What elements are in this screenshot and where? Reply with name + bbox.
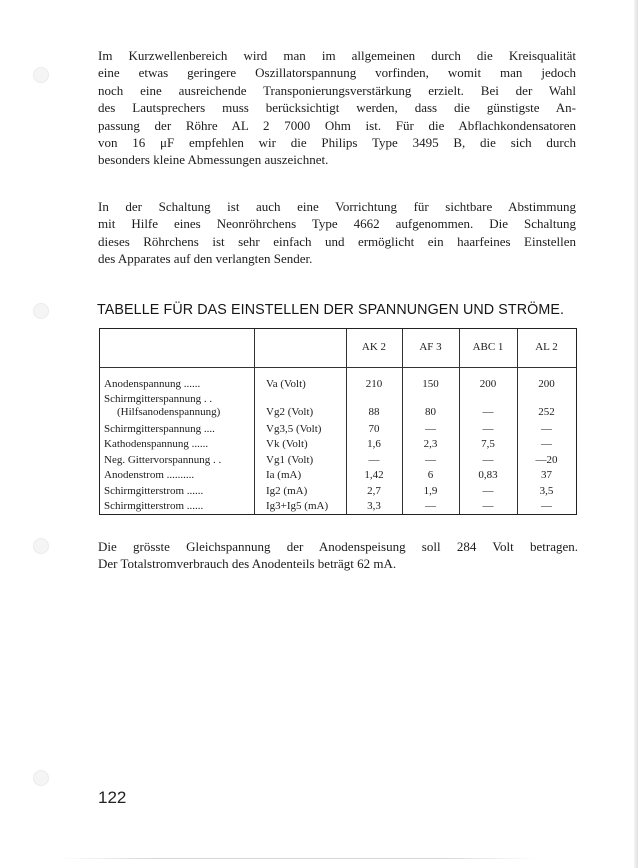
symbol-cell: Ia (mA) [266,469,302,481]
punch-hole [33,770,49,786]
text-line: besonders kleine Abmessungen auszeichnet. [98,152,329,168]
text-line: von 16 μF empfehlen wir die Philips Type 3495 B, die sich durch [98,135,576,151]
value-cell: — [482,500,494,512]
value-cell: — [482,485,494,497]
symbol-cell: Vg2 (Volt) [266,406,314,418]
column-header: AL 2 [535,341,558,353]
value-cell: 210 [365,378,383,390]
value-cell: — [541,500,552,512]
punch-hole [33,67,49,83]
row-label: (Hilfsanodenspannung) [117,406,221,418]
row-label: Schirmgitterstrom ...... [104,485,204,497]
value-cell: 70 [368,423,380,435]
text-line: Die grösste Gleichspannung der Anodenspeisung soll 284 Volt betragen. [98,539,578,554]
symbol-cell: Vk (Volt) [266,438,308,450]
value-cell: 7,5 [481,438,495,450]
symbol-cell: Ig2 (mA) [266,485,308,497]
value-cell: 1,6 [367,438,381,450]
text-line: des Lautsprechers muss berücksichtigt werden, dass die günstigste An- [98,100,576,116]
punch-hole [33,538,49,554]
value-cell: 3,3 [367,500,381,512]
text-line: Der Totalstromverbrauch des Anodenteils beträgt 62 mA. [98,556,397,572]
value-cell: 1,42 [364,469,384,481]
value-cell: 200 [538,378,555,390]
value-cell: 6 [427,469,434,481]
value-cell: — [368,454,380,466]
value-cell: 2,7 [367,485,381,497]
row-label: Schirmgitterstrom ...... [104,500,204,512]
symbol-cell: Va (Volt) [266,378,306,390]
value-cell: 0,83 [478,469,498,481]
text-line: passung der Röhre AL 2 7000 Ohm ist. Für die Abflachkondensatoren [98,117,576,133]
value-cell: 88 [368,406,380,418]
text-line: noch eine ausreichende Transponierungsverstärkung erzielt. Bei der Wahl [98,82,576,98]
value-cell: — [541,423,552,435]
value-cell: 150 [422,378,439,390]
value-cell: — [482,454,494,466]
text-line: In der Schaltung ist auch eine Vorrichtung für sichtbare Abstimmung [98,199,576,214]
text-line: dieses Röhrchens ist sehr einfach und ermöglicht ein haarfeines Einstellen [98,233,576,249]
value-cell: — [425,500,436,512]
table-heading: TABELLE FÜR DAS EINSTELLEN DER SPANNUNGEN UND STRÖME. [97,302,565,318]
column-header: ABC 1 [472,341,504,353]
symbol-cell: Vg3,5 (Volt) [266,423,322,435]
value-cell: 200 [479,378,497,390]
page-number: 122 [98,788,127,807]
row-label: Anodenstrom .......... [104,469,195,481]
value-cell: 80 [425,406,436,418]
value-cell: —20 [535,454,558,466]
row-label: Neg. Gittervorspannung . . [104,454,222,466]
row-label: Anodenspannung ...... [104,378,201,390]
text-line: eine etwas geringere Oszillatorspannung vorfinden, womit man jedoch [98,65,576,81]
value-cell: — [482,423,494,435]
value-cell: — [425,423,436,435]
row-label: Schirmgitterspannung . . [104,393,213,405]
page-bottom-edge [60,858,538,859]
voltage-current-table [99,328,577,515]
value-cell: — [482,406,494,418]
value-cell: — [541,438,552,450]
paragraph-anode-supply [98,538,578,573]
value-cell: 37 [541,469,552,481]
value-cell: — [425,454,436,466]
column-header: AK 2 [361,341,387,353]
paragraph-shortwave [98,47,576,169]
value-cell: 1,9 [423,485,438,497]
text-line: des Apparates auf den verlangten Sender. [98,251,313,267]
symbol-cell: Ig3+Ig5 (mA) [266,500,329,512]
row-label: Kathodenspannung ...... [104,438,209,450]
value-cell: 2,3 [423,438,438,450]
symbol-cell: Vg1 (Volt) [266,454,314,466]
column-header: AF 3 [419,341,442,353]
punch-hole [33,303,49,319]
paragraph-neon-tuning [98,198,576,268]
text-line: mit Hilfe eines Neonröhrchens Type 4662 aufgenommen. Die Schaltung [98,216,576,232]
text-line: Im Kurzwellenbereich wird man im allgemeinen durch die Kreisqualität [98,48,576,63]
page-edge-shadow [634,0,638,868]
value-cell: 3,5 [539,485,554,497]
value-cell: 252 [538,406,555,418]
row-label: Schirmgitterspannung .... [104,423,215,435]
